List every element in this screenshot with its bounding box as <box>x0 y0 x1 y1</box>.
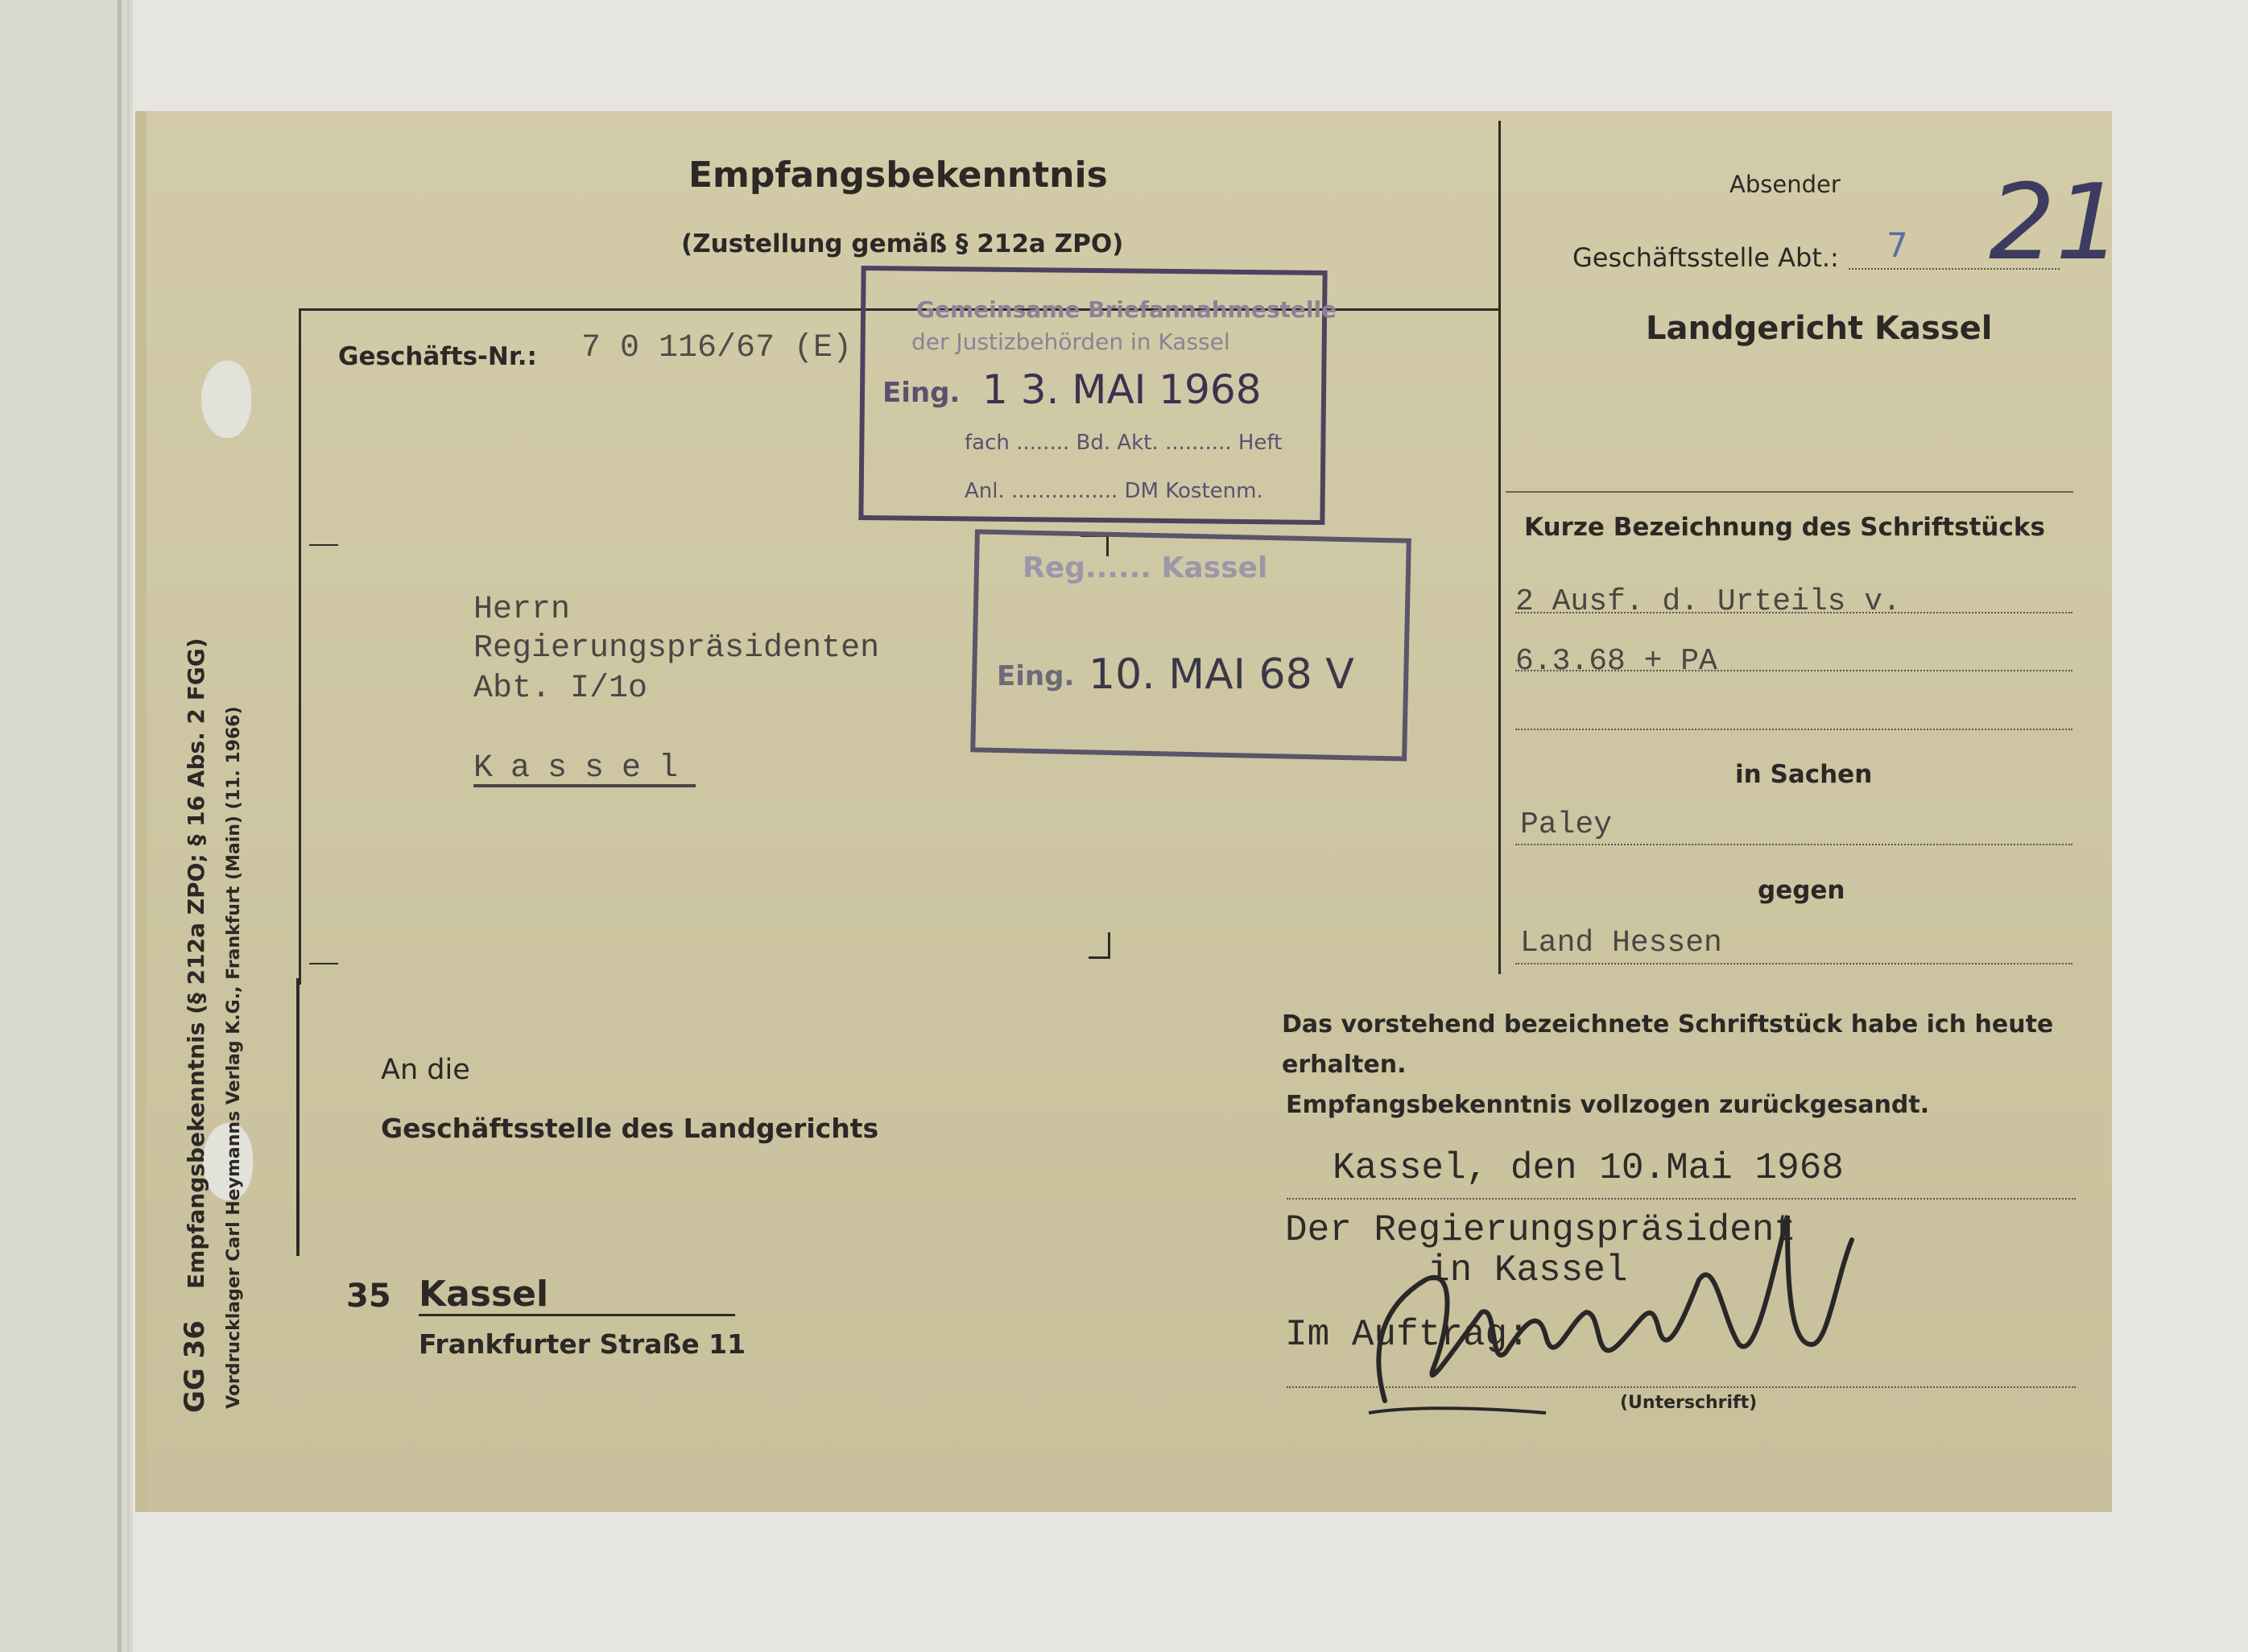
document-description-line: 2 Ausf. d. Urteils v. <box>1515 584 1901 619</box>
printer-imprint: Vordrucklager Carl Heymanns Verlag K.G., Frankfurt (Main) (11. 1966) <box>224 706 244 1409</box>
plaintiff-name: Paley <box>1520 807 1613 842</box>
stamp-header: Reg...... Kassel <box>1023 551 1268 584</box>
punch-hole <box>201 361 251 438</box>
left-frame-line <box>296 978 300 1256</box>
declaration-text: erhalten. <box>1282 1051 1407 1079</box>
im-auftrag-label: Im Auftrag: <box>1285 1314 1530 1356</box>
binder-rule <box>118 0 122 1652</box>
gegen-label: gegen <box>1758 876 1845 905</box>
handwritten-signature <box>1337 1183 1884 1425</box>
return-address-city: Kassel <box>419 1274 549 1315</box>
recipient-city: Kassel <box>473 750 696 787</box>
stamp-text: Anl. ................ DM Kostenm. <box>965 479 1263 503</box>
sender-label: Absender <box>1729 171 1841 198</box>
stamp-text: Gemeinsame Briefannahmestelle <box>916 296 1337 323</box>
return-address-postcode: 35 <box>346 1278 391 1315</box>
recipient-name: Regierungspräsidenten <box>473 630 880 667</box>
case-number: 7 0 116/67 (E) <box>581 330 853 366</box>
declaration-text: Empfangsbekenntnis vollzogen zurückgesandt. <box>1286 1091 1930 1119</box>
recipient-department: Abt. I/1o <box>473 671 648 707</box>
window-corner <box>309 963 338 964</box>
binder-strip <box>0 0 133 1652</box>
office-value: 7 <box>1886 225 1908 265</box>
handwritten-number: 21 <box>1989 161 2122 283</box>
binder-rule <box>127 0 130 1652</box>
document-description-label: Kurze Bezeichnung des Schriftstücks <box>1524 513 2045 542</box>
stamp-text: der Justizbehörden in Kassel <box>911 328 1230 355</box>
authority-name: Der Regierungspräsident <box>1285 1209 1796 1251</box>
party-fill-line <box>1515 844 2072 845</box>
stamp-eing-label: Eing. <box>882 377 961 409</box>
left-frame-line <box>299 308 301 985</box>
return-address-an-die: An die <box>381 1054 470 1086</box>
form-description: Empfangsbekenntnis (§ 212a ZPO; § 16 Abs. 2 FGG) <box>183 638 209 1290</box>
stamp-text: fach ........ Bd. Akt. .......... Heft <box>965 431 1283 455</box>
window-corner <box>1089 932 1110 959</box>
case-number-label: Geschäfts-Nr.: <box>338 342 537 371</box>
defendant-name: Land Hessen <box>1520 926 1722 960</box>
authority-location: in Kassel <box>1428 1249 1628 1291</box>
form-subtitle: (Zustellung gemäß § 212a ZPO) <box>681 229 1124 258</box>
in-sachen-label: in Sachen <box>1735 760 1873 789</box>
stamp-eing-label: Eing. <box>997 660 1075 692</box>
place-and-date: Kassel, den 10.Mai 1968 <box>1333 1147 1844 1189</box>
divider-vertical <box>1498 121 1501 974</box>
section-rule <box>1506 491 2073 493</box>
stamp-date: 10. MAI 68 V <box>1089 650 1354 699</box>
doc-fill-line <box>1515 729 2072 730</box>
court-name: Landgericht Kassel <box>1646 310 1993 347</box>
card-edge <box>135 111 147 1512</box>
recipient-salutation: Herrn <box>473 592 571 628</box>
document-description-line: 6.3.68 + PA <box>1515 644 1717 679</box>
form-code: GG 36 <box>179 1320 211 1413</box>
signature-label: (Unterschrift) <box>1620 1393 1758 1413</box>
form-code-vertical <box>179 638 211 1413</box>
declaration-text: Das vorstehend bezeichnete Schriftstück habe ich heute <box>1282 1010 2054 1039</box>
return-address-street: Frankfurter Straße 11 <box>419 1328 746 1360</box>
window-corner <box>309 544 338 546</box>
form-title: Empfangsbekenntnis <box>688 155 1108 196</box>
office-label: Geschäftsstelle Abt.: <box>1572 242 1839 273</box>
party-fill-line <box>1515 963 2072 964</box>
stamp-date: 1 3. MAI 1968 <box>982 366 1262 413</box>
return-address-office: Geschäftsstelle des Landgerichts <box>381 1113 879 1144</box>
